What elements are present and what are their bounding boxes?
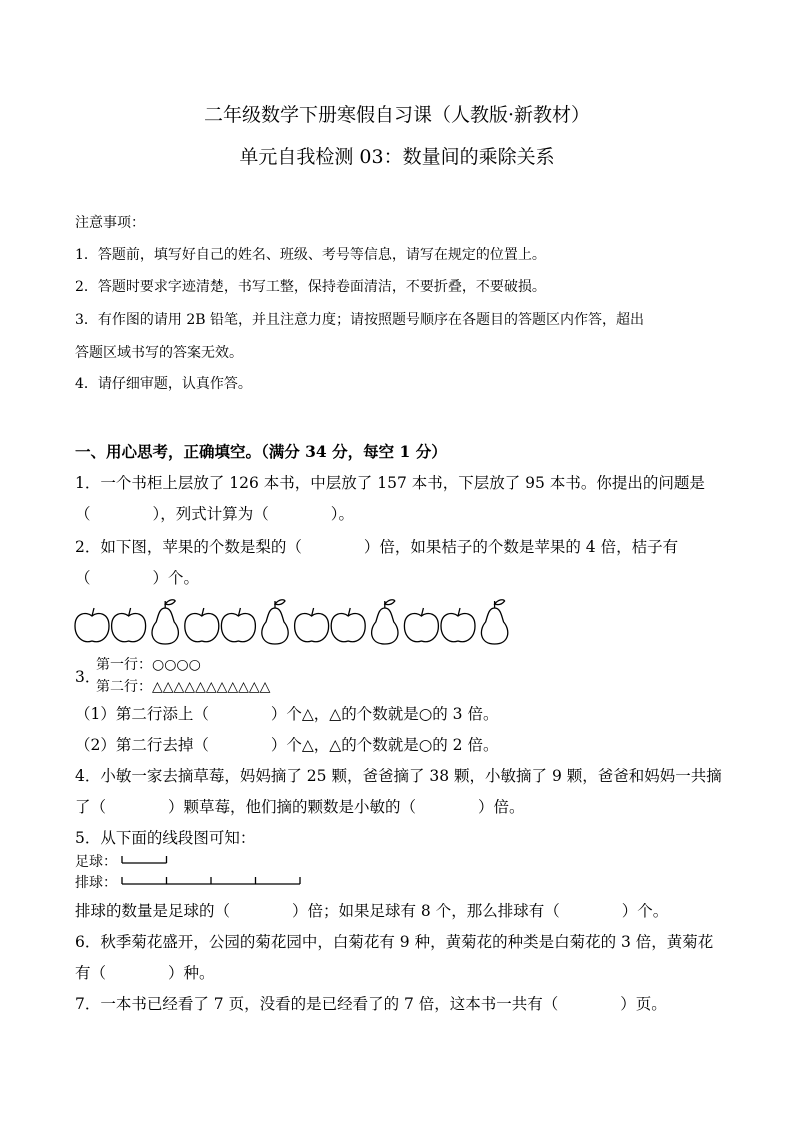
apple-icon [404, 608, 438, 642]
question-3-sub1: （1）第二行添上（ ）个△，△的个数就是○的 3 倍。 [75, 705, 499, 723]
football-label: 足球： [75, 854, 117, 870]
fruit-illustration [74, 598, 519, 646]
note-item: 1．答题前，填写好自己的姓名、班级、考号等信息，请写在规定的位置上。 [75, 247, 546, 263]
question-4-line2: 了（ ）颗草莓，他们摘的颗数是小敏的（ ）倍。 [75, 798, 525, 816]
apple-icon [185, 608, 219, 642]
question-1-line2: （ ），列式计算为（ ）。 [75, 505, 355, 523]
question-5-line1: 5．从下面的线段图可知： [75, 829, 256, 847]
volleyball-segment [122, 877, 300, 884]
question-3-number: 3． [75, 668, 101, 686]
volleyball-label: 排球： [75, 875, 117, 891]
question-6-line1: 6．秋季菊花盛开，公园的菊花园中，白菊花有 9 种，黄菊花的种类是白菊花的 3 倍，黄菊花 [75, 933, 714, 951]
question-5-line2: 排球的数量是足球的（ ）倍；如果足球有 8 个，那么排球有（ ）个。 [75, 902, 669, 920]
apple-icon [331, 608, 365, 642]
section-heading: 一、用心思考，正确填空。（满分 34 分，每空 1 分） [75, 442, 447, 461]
page-title: 二年级数学下册寒假自习课（人教版·新教材） [203, 104, 591, 126]
football-segment [122, 856, 167, 863]
question-2-line1: 2．如下图，苹果的个数是梨的（ ）倍，如果桔子的个数是苹果的 4 倍，桔子有 [75, 538, 679, 556]
pear-icon [262, 600, 288, 644]
question-2-line2: （ ）个。 [75, 569, 200, 587]
note-item: 答题区域书写的答案无效。 [75, 345, 243, 361]
question-4-line1: 4．小敏一家去摘草莓，妈妈摘了 25 颗，爸爸摘了 38 颗，小敏摘了 9 颗，爸爸和妈妈一共摘 [75, 767, 722, 785]
apple-icon [75, 608, 109, 642]
apple-icon [112, 608, 146, 642]
apple-icon [295, 608, 329, 642]
pear-icon [372, 600, 398, 644]
question-3-sub2: （2）第二行去掉（ ）个△，△的个数就是○的 2 倍。 [75, 736, 499, 754]
question-1-line1: 1．一个书柜上层放了 126 本书，中层放了 157 本书，下层放了 95 本书。你提出的问题是 [75, 474, 705, 492]
question-3-row1: 第一行：○○○○ [96, 657, 201, 673]
question-6-line2: 有（ ）种。 [75, 964, 215, 982]
question-3-row2: 第二行：△△△△△△△△△△△ [96, 679, 271, 695]
question-7-line1: 7．一本书已经看了 7 页，没看的是已经看了的 7 倍，这本书一共有（ ）页。 [75, 995, 667, 1013]
note-item: 3．有作图的请用 2B 铅笔，并且注意力度；请按照题号顺序在各题目的答题区内作答，超出 [75, 312, 645, 328]
pear-icon [481, 600, 507, 644]
apple-icon [441, 608, 475, 642]
segment-diagram [118, 852, 308, 888]
note-item: 4．请仔细审题，认真作答。 [75, 376, 252, 392]
note-item: 2．答题时要求字迹清楚，书写工整，保持卷面清洁，不要折叠，不要破损。 [75, 279, 546, 295]
notes-heading: 注意事项： [75, 215, 145, 231]
page-subtitle: 单元自我检测 03：数量间的乘除关系 [239, 146, 555, 168]
pear-icon [152, 600, 178, 644]
apple-icon [221, 608, 255, 642]
